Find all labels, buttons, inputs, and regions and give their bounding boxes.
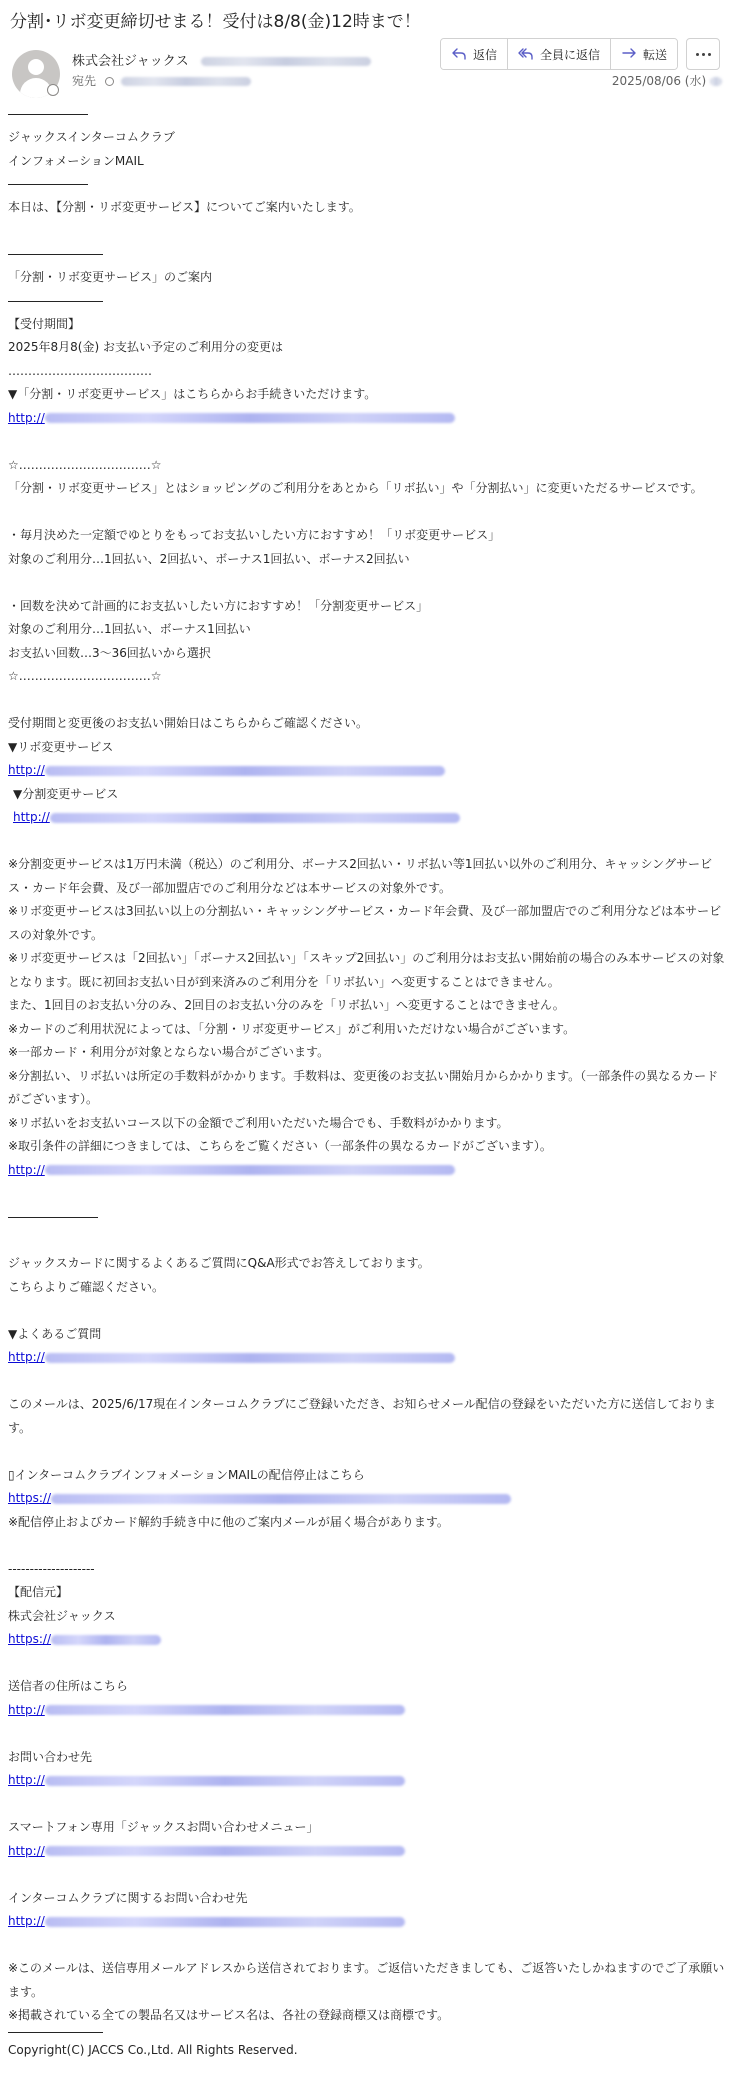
spacer <box>8 1793 726 1817</box>
contact-label: お問い合わせ先 <box>8 1749 93 1764</box>
terms-link[interactable] <box>8 1159 726 1183</box>
link-prefix[interactable]: http:// <box>8 1773 45 1787</box>
split-text: ・回数を決めて計画的にお支払いしたい方におすすめ！「分割変更サービス」 <box>8 598 429 613</box>
faq-text: ジャックスカードに関するよくあるご質問にQ&A形式でお答えしております。 <box>8 1256 430 1270</box>
period-title: 【受付期間】 <box>8 316 81 331</box>
reply-all-button[interactable] <box>508 39 611 69</box>
dash-line: -------------------- <box>8 1561 95 1576</box>
link-prefix[interactable]: http:// <box>8 1914 45 1928</box>
spacer <box>8 571 726 595</box>
divider <box>8 184 88 185</box>
link-prefix[interactable]: https:// <box>8 1632 52 1646</box>
received-date <box>612 73 722 89</box>
to-label: 宛先 <box>72 74 97 88</box>
link-url-redacted[interactable] <box>45 1917 405 1927</box>
note-text: ※分割変更サービスは1万円未満（税込）のご利用分、ボーナス2回払い・リボ払い等1回払い以外のご利用分、キャッシングサービス・カード年会費、及び一部加盟店でのご利用分などは本サービスの対象外です。 <box>8 857 712 895</box>
forward-button[interactable] <box>611 39 677 69</box>
spacer <box>8 501 726 525</box>
recipient-address-redacted[interactable] <box>121 77 251 86</box>
link-url-redacted[interactable] <box>45 413 455 423</box>
note-text: また、1回目のお支払い分のみ、2回目のお支払い分のみを「リボ払い」へ変更することはできません。 <box>8 998 565 1012</box>
link-url-redacted[interactable] <box>51 1635 161 1645</box>
time-redacted <box>710 77 722 86</box>
more-dot-icon <box>696 53 699 56</box>
copyright: Copyright(C) JACCS Co.,Ltd. All Rights Reserved. <box>8 2042 298 2057</box>
reply-action-group <box>440 38 678 70</box>
spacer <box>8 1863 726 1887</box>
unsubscribe-text: ▯インターコムクラブインフォメーションMAILの配信停止はこちら <box>8 1467 365 1482</box>
revo-text: 対象のご利用分…1回払い、2回払い、ボーナス1回払い、ボーナス2回払い <box>8 551 410 566</box>
note-text: ※一部カード・利用分が対象とならない場合がございます。 <box>8 1045 330 1059</box>
address-label: 送信者の住所はこちら <box>8 1679 129 1693</box>
link-prefix[interactable]: https:// <box>8 1491 52 1505</box>
spacer <box>8 689 726 713</box>
avatar-head <box>28 59 44 75</box>
reply-all-arrow-icon <box>518 46 534 62</box>
sender-name[interactable]: 株式会社ジャックス <box>72 54 189 69</box>
link-url-redacted[interactable] <box>50 813 460 823</box>
revo-service-label: ▼リボ変更サービス <box>8 739 114 754</box>
split-text: お支払い回数…3～36回払いから選択 <box>8 645 211 660</box>
divider <box>8 2032 103 2033</box>
link-prefix[interactable]: http:// <box>8 1702 45 1717</box>
smartphone-label: スマートフォン専用「ジャックスお問い合わせメニュー」 <box>8 1820 319 1834</box>
explain-text: 「分割・リボ変更サービス」とはショッピングのご利用分をあとから「リボ払い」や「分割払い」に変更いただるサービスです。 <box>8 481 703 495</box>
divider <box>8 114 88 115</box>
note-text: ※リボ変更サービスは「2回払い」「ボーナス2回払い」「スキップ2回払い」のご利用分はお支払い開始前の場合のみ本サービスの対象となります。既に初回お支払い日が到来済みのご利用分を「リボ払い」へ変更することはできません。 <box>8 951 725 989</box>
link-prefix[interactable]: http:// <box>8 1843 45 1858</box>
faq-text: こちらよりご確認ください。 <box>8 1279 165 1294</box>
period-text: 2025年8月8(金) お支払い予定のご利用分の変更は <box>8 340 283 354</box>
sender-title: 【配信元】 <box>8 1585 69 1599</box>
sender-company: 株式会社ジャックス <box>8 1608 116 1623</box>
split-text: 対象のご利用分…1回払い、ボーナス1回払い <box>8 622 251 636</box>
star-line: ☆……………………………☆ <box>8 669 162 683</box>
divider <box>8 301 103 302</box>
link-url-redacted[interactable] <box>45 1776 405 1786</box>
reply-all-label: 全員に返信 <box>540 47 601 62</box>
forward-arrow-icon <box>621 46 637 62</box>
section-title: 「分割・リボ変更サービス」のご案内 <box>8 270 213 284</box>
split-service-label: ▼分割変更サービス <box>13 786 119 801</box>
link-url-redacted[interactable] <box>45 1165 455 1175</box>
spacer <box>8 1534 726 1558</box>
spacer <box>8 1299 726 1323</box>
link-url-redacted[interactable] <box>45 1705 405 1715</box>
forward-label: 転送 <box>643 47 668 62</box>
link-url-redacted[interactable] <box>45 766 445 776</box>
smartphone-link[interactable] <box>8 1840 726 1864</box>
spacer <box>8 1934 726 1958</box>
spacer <box>8 830 726 854</box>
more-actions-button[interactable] <box>686 38 720 70</box>
email-body <box>8 103 726 2062</box>
footer-text: ※このメールは、送信専用メールアドレスから送信されております。ご返信いただきましても、ご返答いたしかねますのでご了承願います。 <box>8 1961 725 1999</box>
address-link[interactable] <box>8 1699 726 1723</box>
faq-link[interactable] <box>8 1346 726 1370</box>
spacer <box>8 430 726 454</box>
procedure-link[interactable] <box>8 407 726 431</box>
divider <box>8 254 103 255</box>
unsubscribe-note: ※配信停止およびカード解約手続き中に他のご案内メールが届く場合があります。 <box>8 1514 449 1529</box>
reply-button[interactable] <box>441 39 508 69</box>
link-prefix[interactable]: http:// <box>8 1162 45 1177</box>
registered-text: このメールは、2025/6/17現在インターコムクラブにご登録いただき、お知らせメール配信の登録をいただいた方に送信しております。 <box>8 1397 716 1435</box>
divider <box>8 1217 98 1218</box>
date-text: 2025/08/06 (水) <box>611 74 710 88</box>
more-dot-icon <box>708 53 711 56</box>
note-text: ※リボ払いをお支払いコース以下の金額でご利用いただいた場合でも、手数料がかかります。 <box>8 1115 509 1130</box>
reply-label: 返信 <box>473 47 498 62</box>
intro-text: 本日は、【分割・リボ変更サービス】についてご案内いたします。 <box>8 200 361 214</box>
split-service-link[interactable] <box>8 806 726 830</box>
message-actions <box>440 38 720 70</box>
spacer <box>8 1440 726 1464</box>
link-url-redacted[interactable] <box>45 1846 405 1856</box>
revo-service-link[interactable] <box>8 759 726 783</box>
unsubscribe-link[interactable] <box>8 1487 726 1511</box>
presence-status-icon <box>47 84 59 96</box>
link-prefix[interactable]: http:// <box>8 763 45 777</box>
sender-link[interactable] <box>8 1628 726 1652</box>
spacer <box>8 1652 726 1676</box>
revo-text: ・毎月決めた一定額でゆとりをもってお支払いしたい方におすすめ！「リボ変更サービス」 <box>8 528 501 542</box>
spacer <box>8 1370 726 1394</box>
confirm-text: 受付期間と変更後のお支払い開始日はこちらからご確認ください。 <box>8 716 369 730</box>
header-line: インフォメーションMAIL <box>8 153 144 168</box>
sender-address-redacted <box>201 57 371 66</box>
contact-link[interactable] <box>8 1769 726 1793</box>
footer-text: ※掲載されている全ての製品名又はサービス名は、各社の登録商標又は商標です。 <box>8 2008 450 2022</box>
star-line: ☆……………………………☆ <box>8 457 162 472</box>
spacer <box>8 1722 726 1746</box>
note-text: ※取引条件の詳細につきましては、こちらをご覧ください（一部条件の異なるカードがございます）。 <box>8 1139 552 1153</box>
sender-line <box>72 53 371 71</box>
link-url-redacted[interactable] <box>51 1494 511 1504</box>
note-text: ※カードのご利用状況によっては、「分割・リボ変更サービス」がご利用いただけない場合がございます。 <box>8 1021 576 1036</box>
reply-arrow-icon <box>451 46 467 62</box>
email-subject: 分割･リボ変更締切せまる！受付は8/8(金)12時まで！ <box>10 12 421 32</box>
intercom-contact-label: インターコムクラブに関するお問い合わせ先 <box>8 1890 248 1905</box>
note-text: ※リボ変更サービスは3回払い以上の分割払い・キャッシングサービス・カード年会費、及び一部加盟店でのご利用分などは本サービスの対象外です。 <box>8 904 722 942</box>
recipient-presence-icon <box>105 77 114 86</box>
intercom-contact-link[interactable] <box>8 1910 726 1934</box>
recipient-line <box>72 73 251 89</box>
more-dot-icon <box>702 53 705 56</box>
link-url-redacted[interactable] <box>45 1353 455 1363</box>
link-prefix[interactable]: http:// <box>8 410 45 425</box>
link-prefix[interactable]: http:// <box>13 810 50 824</box>
spacer <box>8 220 726 244</box>
faq-label: ▼よくあるご質問 <box>8 1326 102 1341</box>
dots-line: ……………………………… <box>8 363 152 378</box>
spacer <box>8 1182 726 1206</box>
procedure-text: ▼「分割・リボ変更サービス」はこちらからお手続きいただけます。 <box>8 387 377 401</box>
note-text: ※分割払い、リボ払いは所定の手数料がかかります。手数料は、変更後のお支払い開始月からかかります。（一部条件の異なるカードがございます）。 <box>8 1068 719 1106</box>
link-prefix[interactable]: http:// <box>8 1350 45 1364</box>
spacer <box>8 1229 726 1253</box>
header-line: ジャックスインターコムクラブ <box>8 130 175 144</box>
